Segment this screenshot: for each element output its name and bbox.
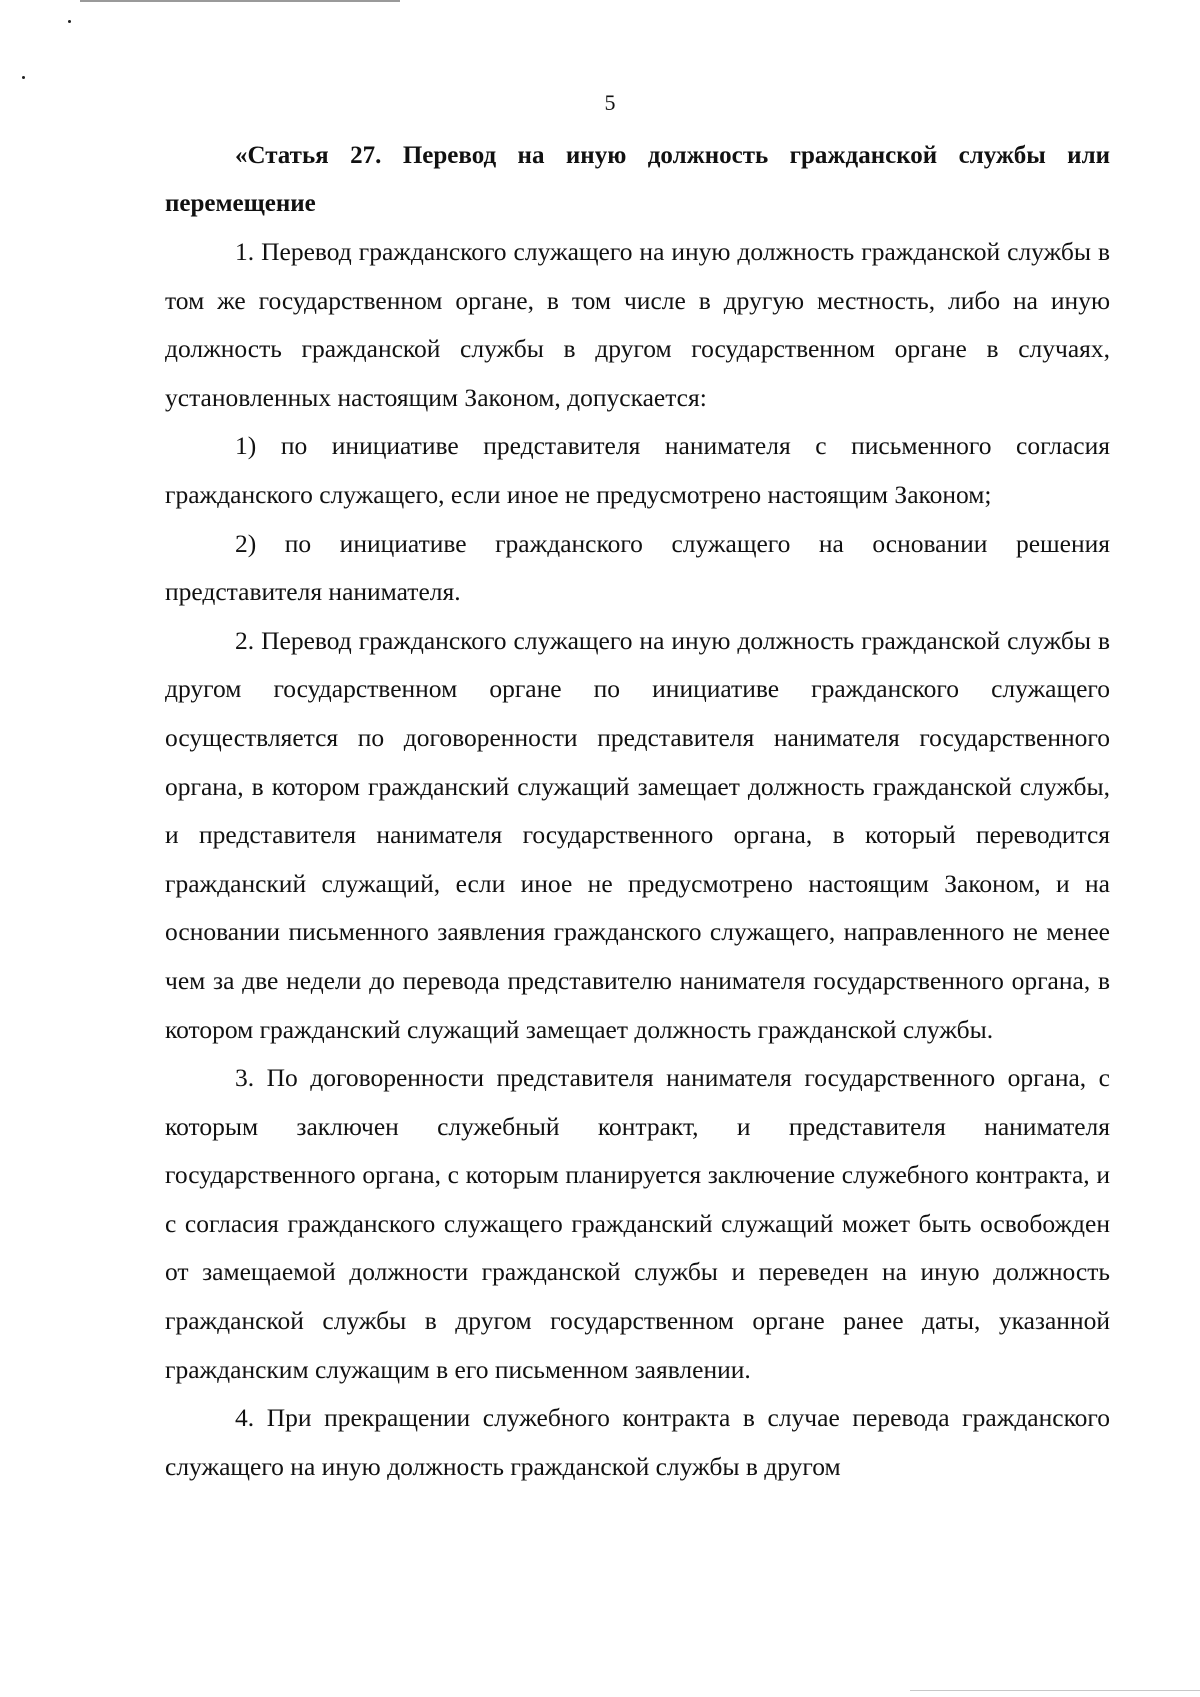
- paragraph-1-item-2: 2) по инициативе гражданского служащего на основании решения представителя нанимателя.: [165, 528, 1110, 607]
- paragraph-1-item-1: 1) по инициативе представителя нанимателя с письменного согласия гражданского служащего, если иное не предусмотрено настоящим Законом;: [165, 431, 1110, 509]
- article-heading: «Статья 27. Перевод на иную должность гражданской службы или перемещение: [165, 142, 1110, 217]
- paragraph-3: 3. По договоренности представителя нанимателя государственного органа, с которым заключен служебный контракт, и представителя нанимателя государственного органа, с которым планируется заключение служебного контракта, и с согласия гражданского служащего гражданский служащий может быть освобожден от замещаемой должности гражданской службы и переведен на иную должность гражданской службы в другом государственном органе ранее даты, указанной гражданским служащим в его письменном заявлении.: [165, 1063, 1110, 1384]
- paragraph-2: 2. Перевод гражданского служащего на иную должность гражданской службы в другом государственном органе по инициативе гражданского служащего осуществляется по договоренности представителя нанимателя государственного органа, в котором гражданский служащий замещает должность гражданской службы, и представителя нанимателя государственного органа, в который переводится гражданский служащий, если иное не предусмотрено настоящим Законом, и на основании письменного заявления гражданского служащего, направленного не менее чем за две недели до перевода представителю нанимателя государственного органа, в котором гражданский служащий замещает должность гражданской службы.: [165, 625, 1110, 1044]
- paragraph-1: 1. Перевод гражданского служащего на иную должность гражданской службы в том же государственном органе, в том числе в другую местность, либо на иную должность гражданской службы в другом государственном органе в случаях, установленных настоящим Законом, допускается:: [165, 237, 1110, 412]
- scan-edge-top: [80, 0, 400, 2]
- scan-edge-bottom: [910, 1690, 1200, 1691]
- article-body: [165, 132, 1110, 1491]
- paragraph-4: 4. При прекращении служебного контракта в случае перевода гражданского служащего на иную должность гражданской службы в другом: [165, 1403, 1110, 1481]
- scan-speck: [68, 20, 71, 23]
- scan-speck: [22, 76, 25, 79]
- page-number: 5: [604, 90, 616, 115]
